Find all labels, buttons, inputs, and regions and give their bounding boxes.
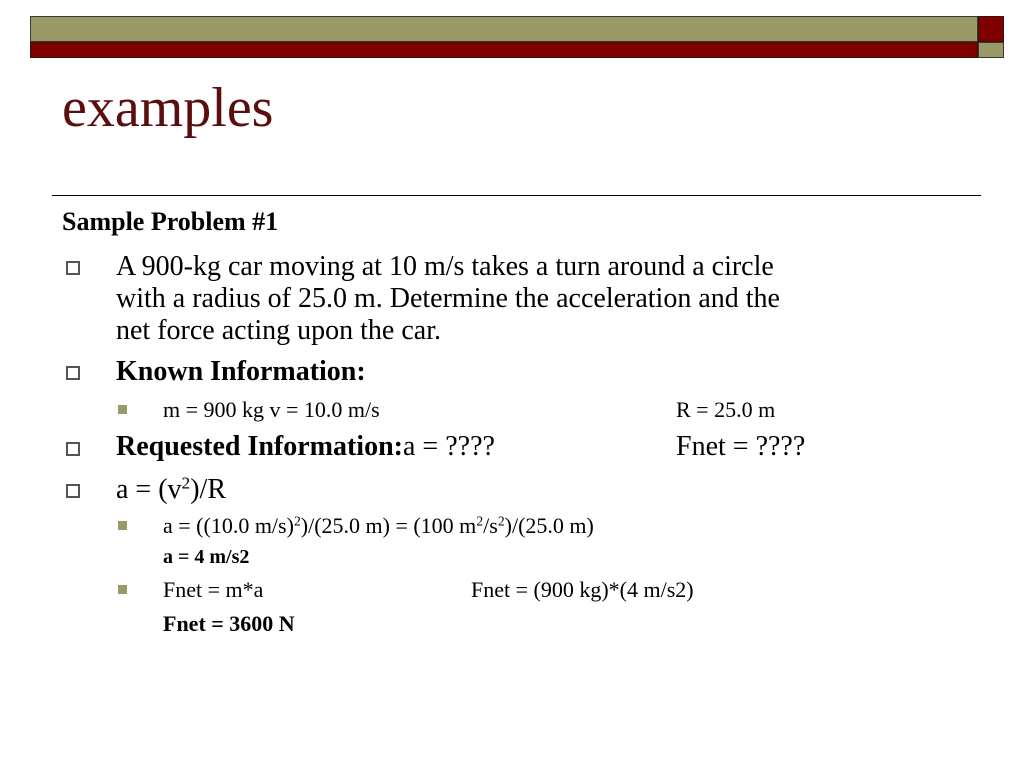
known-info-label: Known Information:	[116, 356, 366, 387]
acceleration-result: a = 4 m/s2	[163, 546, 250, 568]
net-force-substitution: Fnet = (900 kg)*(4 m/s2)	[471, 577, 694, 602]
header-square-olive	[978, 42, 1004, 58]
problem-heading: Sample Problem #1	[62, 207, 279, 236]
problem-text-line-1: A 900-kg car moving at 10 m/s takes a turn around a circle	[116, 251, 774, 282]
calc-part: a = ((10.0 m/s)	[163, 513, 294, 538]
calc-exponent: 2	[476, 513, 484, 529]
filled-square-bullet-icon	[118, 521, 127, 530]
title-divider	[52, 195, 981, 196]
acceleration-formula	[116, 473, 227, 505]
hollow-square-bullet-icon	[66, 261, 80, 275]
filled-square-bullet-icon	[118, 405, 127, 414]
calc-exponent: 2	[497, 513, 505, 529]
requested-info-line	[116, 433, 495, 461]
problem-text-line-2: with a radius of 25.0 m. Determine the acceleration and the	[116, 283, 780, 314]
acceleration-calculation	[163, 515, 594, 537]
known-mass-velocity: m = 900 kg v = 10.0 m/s	[163, 397, 380, 422]
calc-exponent: 2	[293, 513, 301, 529]
header-bar-olive	[30, 16, 978, 42]
calc-part: /s	[483, 513, 498, 538]
hollow-square-bullet-icon	[66, 366, 80, 380]
hollow-square-bullet-icon	[66, 442, 80, 456]
calc-part: )/(25.0 m)	[504, 513, 594, 538]
formula-part: )/R	[190, 474, 227, 505]
requested-info-label: Requested Information:	[116, 431, 403, 462]
header-bar-maroon	[30, 42, 978, 58]
requested-net-force: Fnet = ????	[676, 431, 806, 462]
net-force-result: Fnet = 3600 N	[163, 611, 295, 636]
filled-square-bullet-icon	[118, 585, 127, 594]
calc-part: )/(25.0 m) = (100 m	[300, 513, 477, 538]
problem-text-line-3: net force acting upon the car.	[116, 315, 441, 346]
hollow-square-bullet-icon	[66, 484, 80, 498]
net-force-formula: Fnet = m*a	[163, 577, 264, 602]
requested-acceleration: a = ????	[403, 431, 495, 462]
header-square-maroon	[978, 16, 1004, 42]
formula-part: a = (v	[116, 474, 182, 505]
slide-title: examples	[62, 77, 274, 139]
formula-exponent: 2	[181, 473, 191, 493]
known-radius: R = 25.0 m	[676, 397, 776, 422]
